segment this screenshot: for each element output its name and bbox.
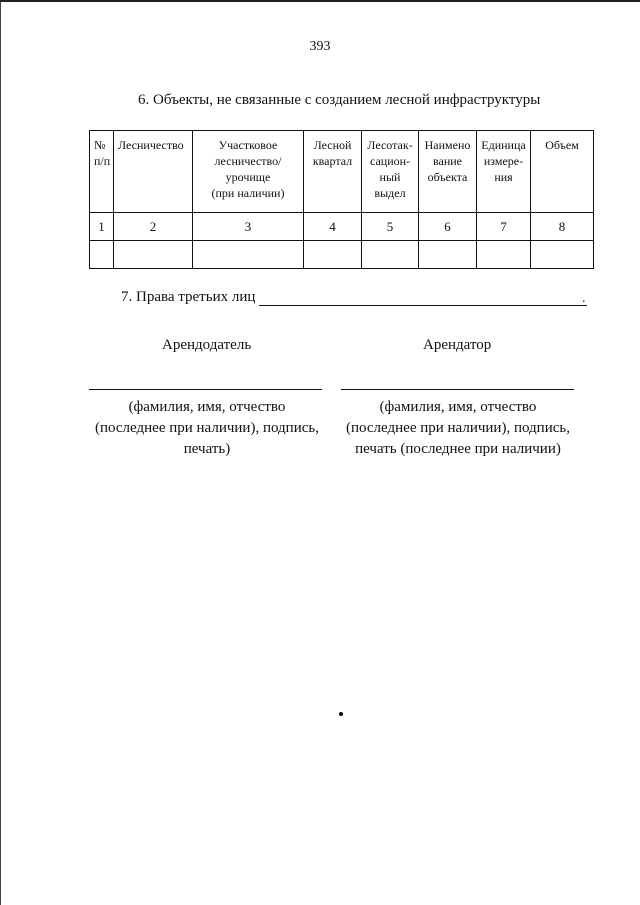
table-index-row <box>90 213 594 241</box>
table-cell: 7 <box>477 213 531 241</box>
caption-line: (фамилия, имя, отчество <box>379 399 537 415</box>
header-line: урочище <box>225 170 271 184</box>
header-line: Лесотак- <box>367 138 413 152</box>
table-cell <box>531 241 594 269</box>
header-line: лесничество/ <box>214 154 282 168</box>
lessee-signature-caption <box>333 397 583 460</box>
table-cell: 3 <box>193 213 304 241</box>
section-title: 6. Объекты, не связанные с созданием лесной инфраструктуры <box>138 92 541 108</box>
header-district-forestry <box>193 131 304 213</box>
third-party-rights-line <box>259 305 587 306</box>
table-cell: 2 <box>114 213 193 241</box>
table-cell <box>193 241 304 269</box>
table-empty-row <box>90 241 594 269</box>
header-line: п/п <box>94 154 111 168</box>
table-cell <box>362 241 419 269</box>
header-line: квартал <box>312 154 353 168</box>
header-line: Наимено <box>424 138 471 152</box>
caption-line: (последнее при наличии), подпись, <box>95 420 319 436</box>
lessee-signature-line <box>341 389 574 390</box>
header-forestry <box>114 131 193 213</box>
table-cell <box>114 241 193 269</box>
header-line: Лесной <box>313 138 352 152</box>
lessor-signature-line <box>89 389 322 390</box>
table-cell: 4 <box>304 213 362 241</box>
header-forest-plot <box>362 131 419 213</box>
page-number: 393 <box>309 39 331 54</box>
lessor-title: Арендодатель <box>162 337 252 353</box>
header-volume <box>531 131 594 213</box>
lessee-title: Арендатор <box>423 337 492 353</box>
header-unit <box>477 131 531 213</box>
header-line: (при наличии) <box>211 186 285 200</box>
caption-line: (последнее при наличии), подпись, <box>346 420 570 436</box>
table-cell <box>90 241 114 269</box>
header-line: Участковое <box>218 138 278 152</box>
header-line: выдел <box>374 186 406 200</box>
header-line: ный <box>379 170 401 184</box>
header-line: Лесничество <box>118 138 184 152</box>
caption-line: печать (последнее при наличии) <box>355 441 561 457</box>
header-line: сацион- <box>369 154 411 168</box>
lessor-signature-caption <box>82 397 332 460</box>
table-cell: 5 <box>362 213 419 241</box>
header-line: вание <box>432 154 462 168</box>
header-object-name <box>419 131 477 213</box>
table-cell <box>304 241 362 269</box>
header-line: Единица <box>481 138 526 152</box>
header-line: объекта <box>427 170 468 184</box>
caption-line: (фамилия, имя, отчество <box>128 399 286 415</box>
table-header-row <box>90 131 594 213</box>
header-forest-quarter <box>304 131 362 213</box>
header-line: измере- <box>483 154 524 168</box>
objects-table <box>89 130 594 269</box>
header-line: Объем <box>545 138 579 152</box>
table-cell: 1 <box>90 213 114 241</box>
scan-dot-mark <box>339 712 343 716</box>
table-cell: 6 <box>419 213 477 241</box>
header-line: № <box>94 138 106 152</box>
table-cell <box>477 241 531 269</box>
third-party-rights-label: 7. Права третьих лиц <box>121 289 256 305</box>
third-party-rights-end-mark: . <box>582 291 586 306</box>
header-line: ния <box>494 170 513 184</box>
table-cell <box>419 241 477 269</box>
table-cell: 8 <box>531 213 594 241</box>
header-number <box>90 131 114 213</box>
caption-line: печать) <box>183 441 231 457</box>
